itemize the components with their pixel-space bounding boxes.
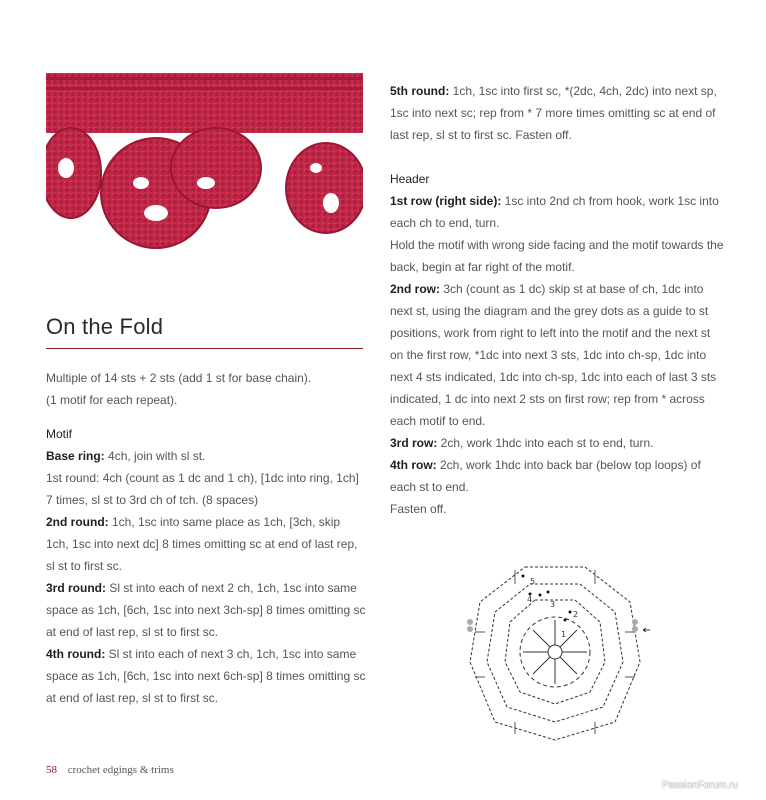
- edging-photo: [46, 73, 363, 249]
- page-number: 58: [46, 764, 57, 776]
- book-title: crochet edgings & trims: [67, 764, 174, 776]
- left-column: [46, 367, 366, 709]
- motif-step: 4th round: Sl st into each of next 3 ch, 1ch, 1sc into same space as 1ch, [6ch, 1sc into next 6ch-sp] 8 times omitting sc at end of last rep, sl st to first sc.: [46, 647, 366, 705]
- motif-step: 2nd round: 1ch, 1sc into same place as 1ch, [3ch, skip 1ch, 1sc into next dc] 8 times omitting sc at end of last rep, sl st to first sc.: [46, 515, 358, 573]
- title-underline: [46, 348, 363, 349]
- motif-step: Base ring: 4ch, join with sl st.: [46, 449, 206, 463]
- header-step: Hold the motif with wrong side facing and the motif towards the back, begin at far right of the motif.: [390, 238, 724, 274]
- header-step: 4th row: 2ch, work 1hdc into back bar (below top loops) of each st to end.: [390, 458, 701, 494]
- header-step: Fasten off.: [390, 502, 447, 516]
- intro-line: (1 motif for each repeat).: [46, 393, 178, 407]
- motif-step: 5th round: 1ch, 1sc into first sc, *(2dc, 4ch, 2dc) into next sp, 1sc into next sc; rep from * 7 more times omitting sc at end of last rep, sl st to first sc. Fasten off.: [390, 84, 717, 142]
- svg-text:4: 4: [527, 595, 533, 604]
- watermark: PassionForum.ru: [662, 780, 739, 791]
- page-footer: [46, 764, 174, 776]
- motif-step: 3rd round: Sl st into each of next 2 ch, 1ch, 1sc into same space as 1ch, [6ch, 1sc into next 3ch-sp] 8 times omitting sc at end of last rep, sl st to first sc.: [46, 581, 366, 639]
- header-step: 3rd row: 2ch, work 1hdc into each st to end, turn.: [390, 436, 654, 450]
- intro-line: Multiple of 14 sts + 2 sts (add 1 st for base chain).: [46, 371, 312, 385]
- header-heading: Header: [390, 172, 430, 186]
- right-column: [390, 80, 725, 520]
- svg-text:2: 2: [573, 610, 579, 619]
- header-step: 1st row (right side): 1sc into 2nd ch from hook, work 1sc into each ch to end, turn.: [390, 194, 719, 230]
- svg-text:3: 3: [550, 600, 556, 609]
- svg-text:1: 1: [561, 630, 567, 639]
- motif-chart-diagram: [455, 562, 655, 742]
- motif-heading: Motif: [46, 427, 73, 441]
- header-step: 2nd row: 3ch (count as 1 dc) skip st at base of ch, 1dc into next st, using the diagram and the grey dots as a guide to st positions, work from right to left into the motif and the next st on the first row, *1dc into next 3 sts, 1dc into ch-sp, 1dc into next 4 sts indicated, 1dc into ch-sp, 1dc into each of last 3 sts indicated, 1 dc into next 2 sts on first row; rep from * across each motif to end.: [390, 282, 717, 428]
- svg-text:5: 5: [530, 577, 536, 586]
- pattern-title: On the Fold: [46, 314, 164, 339]
- motif-step: 1st round: 4ch (count as 1 dc and 1 ch), [1dc into ring, 1ch] 7 times, sl st to 3rd ch of tch. (8 spaces): [46, 471, 359, 507]
